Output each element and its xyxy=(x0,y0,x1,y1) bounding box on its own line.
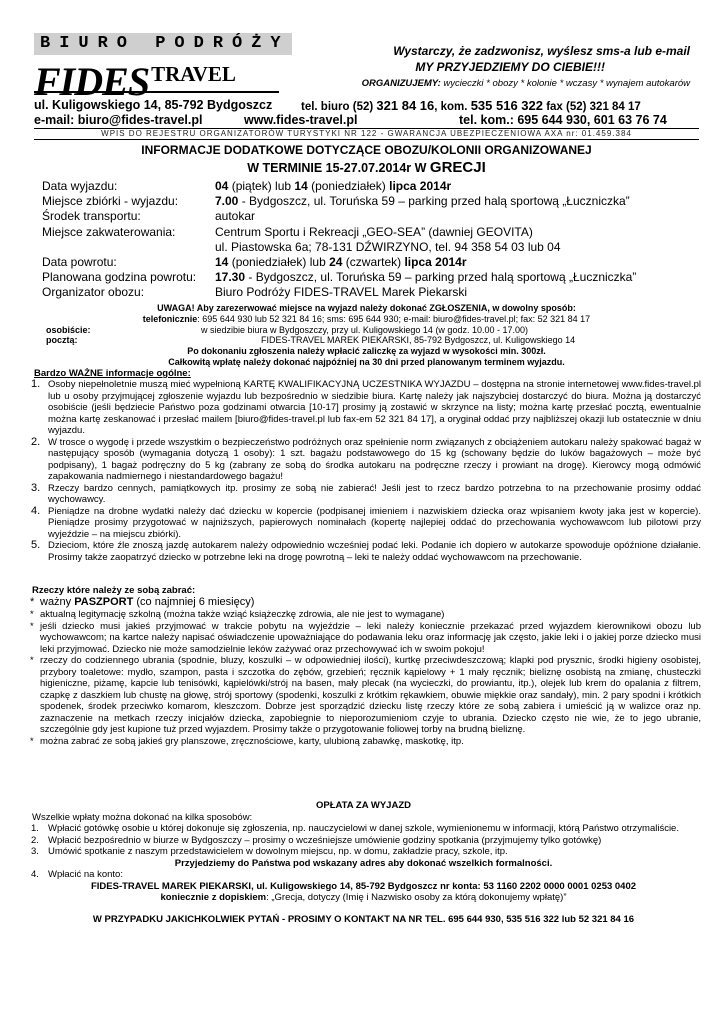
transfer-title-label: koniecznie z dopiskiem xyxy=(160,892,267,903)
important-section xyxy=(26,368,701,563)
item-number: 5. xyxy=(31,539,41,551)
value-text: autokar xyxy=(215,209,256,224)
payment-item-number: 2. xyxy=(31,834,39,846)
value-bold: 04 xyxy=(215,179,229,193)
item-number: 3. xyxy=(31,481,41,494)
bank-account: FIDES-TRAVEL MAREK PIEKARSKI, ul. Kuligowskiego 14, 85-792 Bydgoszcz nr konta: 53 1160 2202 0000 0001 0253 0402 xyxy=(90,880,637,892)
trip-info-key: Planowana godzina powrotu: xyxy=(42,270,197,285)
trip-info-row xyxy=(42,255,702,270)
phone-label: tel. biuro (52) xyxy=(301,101,374,113)
value-bold: 24 xyxy=(329,255,343,270)
trip-info-key: Data wyjazdu: xyxy=(42,179,118,193)
payment-item xyxy=(26,823,701,835)
services-line xyxy=(320,78,690,89)
booking-post-text: FIDES-TRAVEL MAREK PIEKARSKI, 85-792 Bydgoszcz, ul. Kuligowskiego 14 xyxy=(261,335,576,346)
formalities-note: Przyjedziemy do Państwa pod wskazany adres aby dokonać wszelkich formalności. xyxy=(174,857,553,869)
packing-list xyxy=(26,609,701,747)
contact-block xyxy=(34,98,699,128)
item-number: 4. xyxy=(31,504,41,517)
passport-item: * ważny PASZPORT (co najmniej 6 miesięcy) xyxy=(30,596,255,608)
mobile-phones: tel. kom.: 695 644 930, 601 63 76 74 xyxy=(459,113,667,127)
important-item xyxy=(26,540,701,563)
item-text: Rzeczy bardzo cennych, pamiątkowych itp. prosimy ze sobą nie zabierać! Jeśli jest to rzecz bardzo potrzebna to na przechowanie prosimy oddać wychowawcy. xyxy=(48,482,701,505)
trip-info-value xyxy=(215,209,702,224)
value-text: (czwartek) xyxy=(342,255,405,270)
packing-item-text: można zabrać ze sobą jakieś gry planszowe, zręcznościowe, karty, ulubioną zabawkę, maskotkę, itp. xyxy=(40,735,464,747)
value-bold: 14 xyxy=(215,255,229,270)
trip-info-row xyxy=(42,270,702,285)
booking-phone-text: : 695 644 930 lub 52 321 84 16; sms: 695 644 930; e-mail: biuro@fides-travel.pl; fax: 52 321 84 17 xyxy=(197,313,591,324)
payment-item-text: Wpłacić na konto: xyxy=(48,869,123,880)
trip-info-row xyxy=(42,194,702,209)
trip-info-value xyxy=(215,194,702,209)
booking-personal-label: osobiście: xyxy=(46,324,91,335)
important-list xyxy=(26,379,701,563)
important-item xyxy=(26,506,701,541)
value-text: - Bydgoszcz, ul. Toruńska 59 – parking przed halą sportową „Łuczniczka” xyxy=(245,270,637,285)
full-payment-info: Całkowitą wpłatę należy dokonać najpóźniej na 30 dni przed planowanym terminem wyjazdu. xyxy=(168,356,565,367)
value-text: - Bydgoszcz, ul. Toruńska 59 – parking przed halą sportową „Łuczniczka” xyxy=(238,194,630,209)
value-text: Centrum Sportu i Rekreacji „GEO-SEA” (dawniej GEOVITA) xyxy=(215,224,533,239)
email-address: e-mail: biuro@fides-travel.pl xyxy=(34,113,203,127)
transfer-title-text: : „Grecja, dotyczy (Imię i Nazwisko osoby za którą dokonujemy wpłatę)” xyxy=(266,892,567,903)
mobile-label: , kom. xyxy=(434,101,468,113)
payment-section xyxy=(26,800,701,925)
trip-info-key: Środek transportu: xyxy=(42,209,141,224)
item-text: Dzieciom, które źle znoszą jazdę autokarem należy odpowiednio wcześniej podać leki. Podanie ich dopiero w autokarze spowoduje opóźnione działanie. Prosimy także zaopatrzyć dziecko w potrzebne leki na drogę powrotną – leki te należy oddać wychowawcom na przechowanie. xyxy=(48,540,701,563)
agency-banner: BIURO PODRÓŻY xyxy=(34,33,292,55)
booking-phone xyxy=(34,314,699,325)
trip-info-row xyxy=(42,209,702,224)
packing-heading: Rzeczy które należy ze sobą zabrać: xyxy=(32,585,196,596)
trip-info-value xyxy=(215,255,702,270)
packing-item: * jeśli dziecko musi jakieś przyjmować w trakcie pobytu na wyjeździe – leki należy koniecznie przekazać przed wyjazdem kierownikowi obozu lub wychowawcom; na kartce należy napisać oświadczenie upoważniające do podawania leku oraz informację jak często, jakie leki i o jakiej porze dziecko musi leki przyjmować. Dziecko nie może samodzielnie leków zażywać oraz przechowywać ich w swoim pokoju! xyxy=(30,620,701,655)
trip-info-value xyxy=(215,285,702,300)
value-text: Biuro Podróży FIDES-TRAVEL Marek Piekarski xyxy=(215,285,468,300)
value-bold: 14 xyxy=(294,179,308,193)
services-label: ORGANIZUJEMY: xyxy=(361,78,441,89)
trip-info-key xyxy=(42,240,215,255)
payment-item xyxy=(26,846,701,858)
item-number: 1. xyxy=(31,378,41,390)
booking-notice: UWAGA! Aby zarezerwować miejsce na wyjazd należy dokonać ZGŁOSZENIA, w dowolny sposób: xyxy=(157,303,576,313)
packing-item-text: jeśli dziecko musi jakieś przyjmować w trakcie pobytu na wyjeździe – leki należy koniecznie przekazać przed wyjazdem kierownikowi obozu lub wychowawcom; na kartce należy napisać oświadczenie upoważniające do podawania leku oraz informację jak często, jakie leki i o jakiej porze dziecko musi leki przyjmować. Dziecko nie może samodzielnie leków zażywać oraz przechowywać ich w swoim pokoju! xyxy=(40,620,701,655)
packing-section xyxy=(26,585,701,747)
document-title: INFORMACJE DODATKOWE DOTYCZĄCE OBOZU/KOLONII ORGANIZOWANEJ xyxy=(141,143,592,157)
document-subtitle xyxy=(34,159,699,176)
trip-info-row xyxy=(42,225,702,240)
booking-phone-label: telefonicznie xyxy=(142,313,198,324)
important-heading: Bardzo WAŻNE informacje ogólne: xyxy=(34,368,191,379)
payment-item-4 xyxy=(26,869,701,881)
booking-personal-text: w siedzibie biura w Bydgoszczy, przy ul. Kuligowskiego 14 (w godz. 10.00 - 17.00) xyxy=(201,324,528,335)
trip-info-value xyxy=(215,240,702,255)
packing-item: * aktualną legitymację szkolną (można także wziąć książeczkę zdrowia, ale nie jest to wymagane) xyxy=(30,609,445,620)
services-text: wycieczki * obozy * kolonie * wczasy * wynajem autokarów xyxy=(443,78,690,89)
item-text: Osoby niepełnoletnie muszą mieć wypełnioną KARTĘ KWALIFIKACYJNĄ UCZESTNIKA WYJAZDU – dostępna na stronie internetowej www.fides-travel.pl lub u osoby przyjmującej zgłoszenie wyjazdu lub bezpośrednio w siedzibie biura. Kartę należy jak najszybciej dostarczyć do biura. Można ją dostarczyć osobiście (jeśli będziecie Państwo poza godzinami otwarcia [10-17] prosimy ją zostawić w skrzynce na listy; można kartę przesłać pocztą, ewentualnie można kartę zeskanować i przesłać mailem [biuro@fides-travel.pl lub fax-em 52 321 84 17], a oryginał oddać przy najbliższej okazji lub ostatecznie w dniu wyjazdu. xyxy=(48,379,701,436)
company-logo xyxy=(34,53,236,103)
website: www.fides-travel.pl xyxy=(244,113,358,127)
payment-item-text: Umówić spotkanie z naszym przedstawicielem w dowolnym miejscu, np. w domu, zakładzie pracy, szkole, itp. xyxy=(48,846,508,857)
packing-item: * rzeczy do codziennego ubrania (spodnie, bluzy, koszulki – w odpowiedniej ilości), kurtkę przeciwdeszczową; klapki pod prysznic, środki higieny osobistej, przybory toaletowe: mydło, szampon, pasta i szczotka do zębów, grzebień; ręcznik kąpielowy + 1 mały ręcznik; bieliznę osobistą na zmianę, chusteczki higieniczne, piżamę, kapcie lub tenisówki, kąpielówki/strój na basen, mały plecak (na wycieczki, do prowiantu, itp.), olejek lub krem do opalania z filtrem, czapkę z daszkiem lub chustę na głowę, strój sportowy (spodenki, koszulki z krótkim rękawkiem, obuwie miękkie oraz sandały), min. 2 pary spodni i krótkich spodenek, środek przeciwko komarom, kleszczom. Dobrze jest sporządzić dziecku listę rzeczy które ze sobą zabiera i umieścić ją w walizce oraz np. zaznaczenie na metkach rzeczy inicjałów dziecka, zapobiegnie to nieporozumieniom czyje to ubrania. Dziecko często nie wie, że to jego ubranie, szczególnie gdy jest kupione tuż przed wyjazdem. Prosimy także o przygotowanie foliowej torby na brudną bieliznę. xyxy=(30,655,701,735)
trip-info-key: Miejsce zbiórki - wyjazdu: xyxy=(42,194,179,209)
payment-item-number: 3. xyxy=(31,846,39,857)
passport-pre: ważny xyxy=(40,596,72,608)
packing-item: * można zabrać ze sobą jakieś gry planszowe, zręcznościowe, karty, ulubioną zabawkę, maskotkę, itp. xyxy=(30,735,464,747)
passport-label: PASZPORT xyxy=(74,596,134,608)
trip-info-key: Data powrotu: xyxy=(42,255,117,270)
payment-item-text: Wpłacić bezpośrednio w biurze w Bydgoszczy – prosimy o wcześniejsze umówienie godziny spotkania (przyjmujemy tylko gotówkę) xyxy=(48,834,602,846)
payment-item-number: 1. xyxy=(31,823,39,834)
term-text: W TERMINIE 15-27.07.2014r W xyxy=(247,161,427,175)
slogan-line-1: Wystarczy, że zadzwonisz, wyślesz sms-a lub e-mail xyxy=(393,44,690,58)
logo-sub: TRAVEL xyxy=(151,62,236,86)
deposit-info: Po dokonaniu zgłoszenia należy wpłacić zaliczkę za wyjazd w wysokości min. 300zł. xyxy=(187,346,546,357)
trip-info xyxy=(42,179,702,301)
value-bold: 7.00 xyxy=(215,194,239,209)
payment-list xyxy=(26,823,701,858)
item-text: W trosce o wygodę i przede wszystkim o bezpieczeństwo podróżnych oraz spełnienie norm związanych z obciążeniem autokaru należy spakować bagaż w następujący sposób (wymagania dotyczą 1 osoby): 1 szt. bagażu podstawowego do 15 kg (schowany będzie do luków bagażowych – może być podpisany), 1 bagaż podręczny do 5 kg (zabrany ze sobą do środka autokaru na podręczne rzeczy i prowiant na drogę). Kierowcy mogą odmówić zapakowania nadmiernego i niestandardowego bagażu! xyxy=(48,436,701,482)
booking-post-label: pocztą: xyxy=(46,335,78,346)
payment-intro: Wszelkie wpłaty można dokonać na kilka sposobów: xyxy=(32,811,253,823)
passport-post: (co najmniej 6 miesięcy) xyxy=(136,596,255,608)
booking-info xyxy=(34,303,699,368)
value-text: (piątek) lub xyxy=(228,179,295,193)
contact-note: W PRZYPADKU JAKICHKOLWIEK PYTAŃ - PROSIMY O KONTAKT NA NR TEL. 695 644 930, 535 516 322 lub 52 321 84 16 xyxy=(92,913,635,925)
logo-underline xyxy=(34,91,279,93)
slogan-line-2: MY PRZYJEDZIEMY DO CIEBIE!!! xyxy=(415,60,605,74)
destination-country: GRECJI xyxy=(429,159,486,176)
important-item xyxy=(26,437,701,483)
important-item xyxy=(26,483,701,506)
value-text: (poniedziałek) xyxy=(307,179,390,193)
item-number: 2. xyxy=(31,435,41,448)
trip-info-row xyxy=(42,285,702,300)
payment-item-text: Wpłacić gotówkę osobie u której dokonuje się zgłoszenia, np. nauczycielowi w danej szkole, wymienionemu w informacji, którą Państwo otrzymaliście. xyxy=(48,823,679,834)
trip-info-row xyxy=(42,240,702,255)
value-bold: lipca 2014r xyxy=(404,255,467,270)
trip-info-value xyxy=(215,179,702,194)
trip-info-key: Miejsce zakwaterowania: xyxy=(42,224,176,239)
trip-info-value xyxy=(215,270,702,285)
phone-number: 321 84 16 xyxy=(376,98,435,113)
trip-info-key: Organizator obozu: xyxy=(42,285,145,300)
value-text: (poniedziałek) lub xyxy=(228,255,330,270)
item-text: Pieniądze na drobne wydatki należy dać dziecku w kopercie (podpisanej imieniem i nazwiskiem dziecka oraz wpisaniem kwoty jaka jest w kopercie). Pieniądze prosimy przygotować w najniższych, papierowych nominałach (kopertę najlepiej oddać do przechowania wychowawcom lub pilotowi przy wyjeździe – na miejscu zbiórki). xyxy=(48,505,701,540)
value-bold: 17.30 xyxy=(215,270,246,285)
slogan xyxy=(350,43,690,75)
packing-item-text: aktualną legitymację szkolną (można także wziąć książeczkę zdrowia, ale nie jest to wymagane) xyxy=(40,609,445,620)
payment-heading: OPŁATA ZA WYJAZD xyxy=(316,800,411,811)
registry-line: WPIS DO REJESTRU ORGANIZATORÓW TURYSTYKI NR 122 - GWARANCJA UBEZPIECZENIOWA AXA nr: 01.459.384 xyxy=(34,128,699,140)
value-text: ul. Piastowska 6a; 78-131 DŹWIRZYNO, tel. 94 358 54 03 lub 04 xyxy=(215,239,561,254)
payment-item-number: 4. xyxy=(31,869,39,880)
booking-post xyxy=(34,335,699,346)
mobile-number: 535 516 322 xyxy=(470,98,543,113)
packing-item-text: rzeczy do codziennego ubrania (spodnie, bluzy, koszulki – w odpowiedniej ilości), kurtkę przeciwdeszczową; klapki pod prysznic, środki higieny osobistej, przybory toaletowe: mydło, szampon, pasta i szczotka do zębów, grzebień; ręcznik kąpielowy + 1 mały ręcznik; bieliznę osobistą na zmianę, chusteczki higieniczne, piżamę, kapcie lub tenisówki, kąpielówki/strój na basen, mały plecak (na wycieczki, do prowiantu, itp.), olejek lub krem do opalania z filtrem, czapkę z daszkiem lub chustę na głowę, strój sportowy (spodenki, koszulki z krótkim rękawkiem, obuwie miękkie oraz sandały), min. 2 pary spodni i krótkich spodenek, środek przeciwko komarom, kleszczom. Dobrze jest sporządzić dziecku listę rzeczy które ze sobą zabiera i umieścić ją w walizce oraz np. zaznaczenie na metkach rzeczy inicjałów dziecka, zapobiegnie to nieporozumieniom czyje to ubrania. Dziecko często nie wie, że to jego ubranie, szczególnie gdy jest kupione tuż przed wyjazdem. Prosimy także o przygotowanie foliowej torby na brudną bieliznę. xyxy=(40,655,701,735)
logo-main: FIDES xyxy=(34,59,150,104)
value-bold: lipca 2014r xyxy=(389,179,452,193)
important-item xyxy=(26,379,701,437)
booking-personal xyxy=(34,325,699,336)
trip-info-row xyxy=(42,179,702,194)
transfer-title-note xyxy=(26,892,701,904)
payment-item xyxy=(26,835,701,847)
trip-info-value xyxy=(215,225,702,240)
office-address: ul. Kuligowskiego 14, 85-792 Bydgoszcz xyxy=(34,98,273,112)
fax-number: fax (52) 321 84 17 xyxy=(546,101,641,113)
